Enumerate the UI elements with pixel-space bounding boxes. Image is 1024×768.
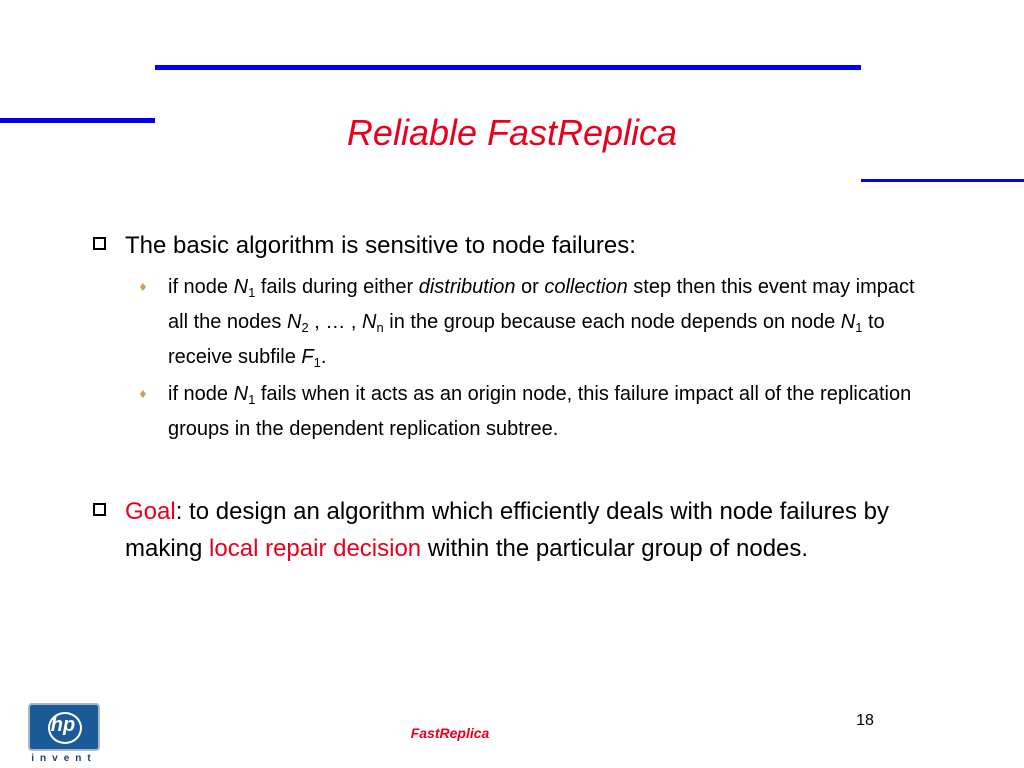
hp-logo-tagline: invent	[31, 753, 97, 764]
sub-text: , … ,	[308, 311, 363, 333]
node-var: N	[362, 311, 377, 333]
sub-bullet-icon: ♦	[138, 281, 148, 294]
node-subscript: 1	[855, 320, 863, 335]
bullet-basic-algorithm	[125, 227, 905, 264]
local-repair-highlight: local repair decision	[209, 535, 422, 562]
sub-text: if node	[168, 276, 234, 298]
bullet-goal	[125, 493, 915, 567]
bullet-text: : to design an algorithm which efficiently deals with node failures by making	[125, 498, 889, 562]
collection-term: collection	[544, 276, 628, 298]
sub-text: step then this event may impact all the nodes	[168, 276, 915, 333]
footer-label: FastReplica	[410, 725, 490, 741]
node-var: N	[286, 311, 302, 333]
sub-bullet-node-failure-distribution	[138, 270, 933, 375]
sub-bullet-origin-node-failure	[138, 377, 933, 447]
file-subscript: 1	[313, 355, 321, 370]
node-subscript: 1	[248, 392, 256, 407]
bullet-text: within the particular group of nodes.	[421, 535, 809, 562]
file-var: F	[301, 346, 314, 368]
square-bullet-icon	[93, 237, 106, 250]
sub-text: to receive subfile	[168, 311, 885, 368]
slide-title: Reliable FastReplica	[346, 112, 678, 153]
sub-text: fails when it acts as an origin node, this failure impact all of the replication groups in the dependent replication subtree.	[168, 383, 912, 440]
node-subscript: 2	[301, 320, 309, 335]
square-bullet-icon	[93, 503, 106, 516]
sub-text: .	[320, 346, 327, 368]
node-subscript: 1	[248, 285, 256, 300]
node-var: N	[233, 383, 249, 405]
sub-bullet-icon: ♦	[138, 388, 148, 401]
sub-text: in the group because each node depends on node	[383, 311, 841, 333]
sub-text: fails during either	[255, 276, 419, 298]
hp-logo-mark: hp	[50, 714, 76, 736]
bullet-text: The basic algorithm is sensitive to node failures:	[125, 232, 636, 259]
right-blue-rule	[861, 179, 1024, 182]
node-var: N	[840, 311, 856, 333]
node-var: N	[233, 276, 249, 298]
distribution-term: distribution	[418, 276, 516, 298]
sub-text: if node	[168, 383, 234, 405]
top-blue-rule	[155, 65, 861, 70]
goal-label: Goal	[125, 498, 176, 525]
hp-logo	[28, 703, 100, 765]
page-number: 18	[856, 712, 874, 729]
sub-text: or	[515, 276, 545, 298]
node-subscript: n	[376, 320, 384, 335]
